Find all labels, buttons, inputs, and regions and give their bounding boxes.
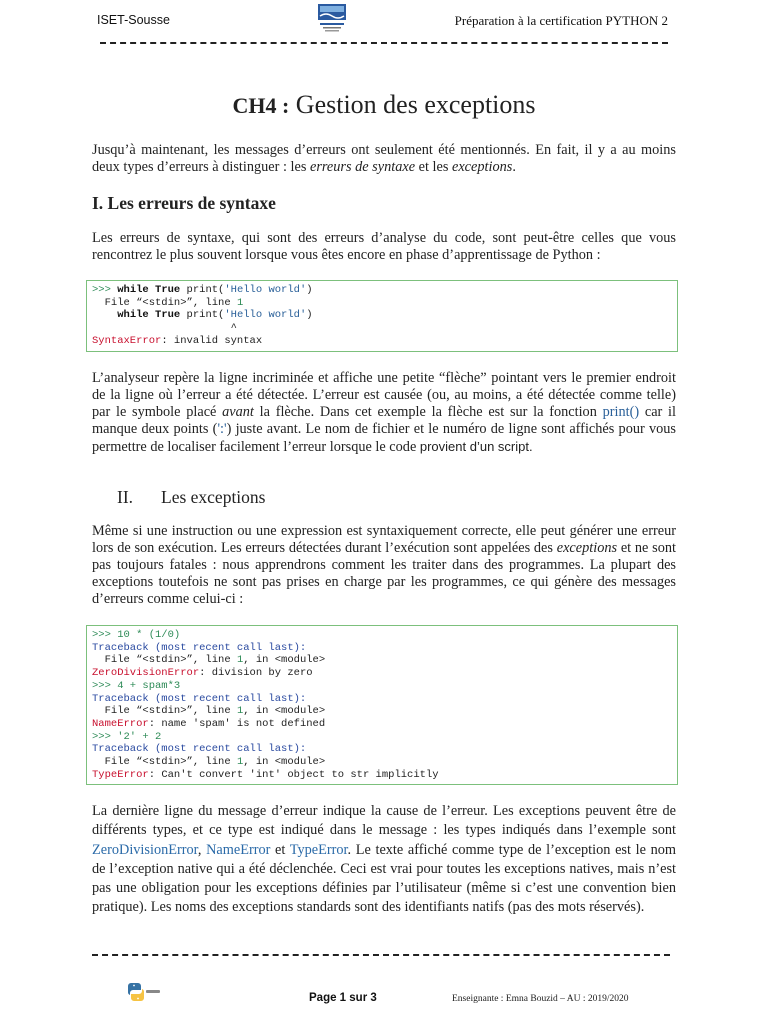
header-institution: ISET-Sousse bbox=[97, 13, 170, 27]
code-block-exceptions: >>> 10 * (1/0) Traceback (most recent call last): File “<stdin>”, line 1, in <module> ZeroDivisionError: division by zero >>> 4 + spam*3 Traceback (most recent call last): File “<stdin>”, line 1, in <module> NameError: name 'spam' is not defined >>> '2' + 2 Traceback (most recent call last): File “<stdin>”, line 1, in <module> TypeError: Can't convert 'int' object to str implicitly bbox=[86, 625, 678, 785]
iset-logo bbox=[316, 2, 348, 36]
title-prefix: CH4 : bbox=[232, 93, 290, 118]
syntax-explanation-paragraph: L’analyseur repère la ligne incriminée et affiche une petite “flèche” pointant vers le premier endroit de la ligne où l’erreur a été détectée. L’erreur est causée (ou, au moins, a été détectée comme telle) par le symbole placé avant la flèche. Dans cet exemple la flèche est sur la fonction print() car il manque deux points (':') juste avant. Le nom de fichier et le numéro de ligne sont affichés pour vous permettre de localiser facilement l’erreur lorsque le code provient d’un script. bbox=[92, 370, 676, 455]
syntax-intro-paragraph: Les erreurs de syntaxe, qui sont des erreurs d’analyse du code, sont peut-être celles que vous rencontrez le plus souvent lorsque vous êtes encore en phase d’apprentissage de Python : bbox=[92, 230, 676, 263]
footer-divider bbox=[92, 954, 670, 956]
exceptions-explanation-paragraph: La dernière ligne du message d’erreur indique la cause de l’erreur. Les exceptions peuvent être de différents types, et ce type est indiqué dans le message : les types indiqués dans l’exemple sont ZeroDivisionError, NameError et TypeError. Le texte affiché comme type de l’exception est le nom de l’exception native qui a été déclenchée. Ceci est vrai pour toutes les exceptions natives, mais n’est pas une obligation pour les exceptions définies par l’utilisateur (même si c’est une convention bien pratique). Les noms des exceptions standards sont des identifiants natifs (pas des mots réservés). bbox=[92, 803, 676, 916]
python-logo bbox=[127, 980, 163, 1004]
header-course: Préparation à la certification PYTHON 2 bbox=[454, 13, 668, 28]
section-heading-syntax-errors: I. Les erreurs de syntaxe bbox=[92, 193, 276, 213]
title-text: Gestion des exceptions bbox=[295, 90, 536, 119]
header-divider bbox=[100, 42, 668, 44]
exceptions-intro-paragraph: Même si une instruction ou une expression est syntaxiquement correcte, elle peut générer une erreur lors de son exécution. Les erreurs détectées durant l’exécution sont appelées des exceptions et ne sont pas toujours fatales : nous apprendrons comment les traiter dans des programmes. La plupart des exceptions toutefois ne sont pas prises en charge par les programmes, ce qui génère des messages d’erreurs comme celui-ci : bbox=[92, 523, 676, 607]
page-title bbox=[0, 90, 768, 120]
footer-author: Enseignante : Emna Bouzid – AU : 2019/2020 bbox=[452, 994, 629, 1004]
section-heading-exceptions: II. Les exceptions bbox=[117, 487, 266, 507]
page-number: Page 1 sur 3 bbox=[309, 992, 377, 1004]
code-block-syntax-error: >>> while True print('Hello world') File “<stdin>”, line 1 while True print('Hello world') ^ SyntaxError: invalid syntax bbox=[86, 280, 678, 352]
intro-paragraph: Jusqu’à maintenant, les messages d’erreurs ont seulement été mentionnés. En fait, il y a au moins deux types d’erreurs à distinguer : les erreurs de syntaxe et les exceptions. bbox=[92, 142, 676, 175]
